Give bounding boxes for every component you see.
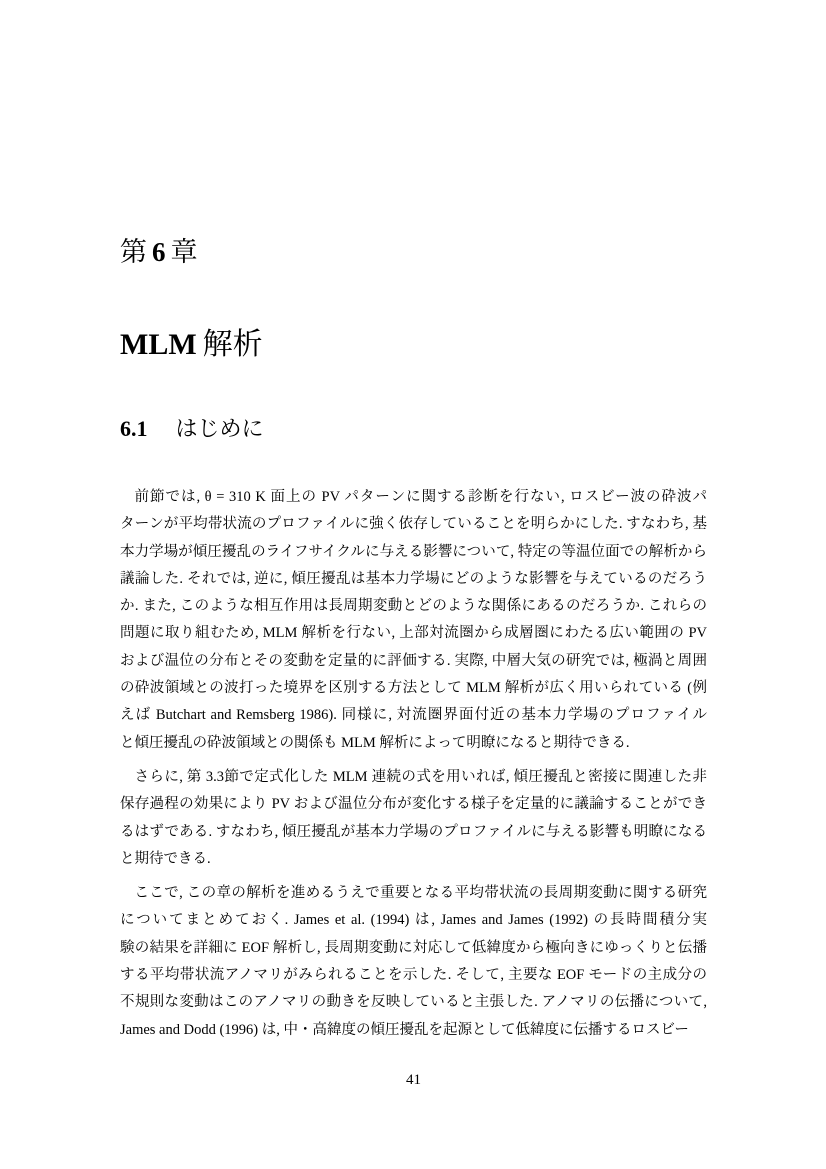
chapter-title: [120, 327, 263, 363]
body-text: [120, 484, 707, 1044]
text-line: 前節では, θ = 310 K 面上の PV パターンに関する診断を行ない, ロスビー波の砕波パ: [134, 489, 707, 505]
text-line: および温位の分布とその変動を定量的に評価する. 実際, 中層大気の研究では, 極渦と周囲: [120, 652, 707, 669]
paragraph: [120, 764, 707, 873]
text-line: する平均帯状流アノマリがみられることを示した. そして, 主要な EOF モードの主成分の: [120, 967, 707, 984]
chapter-heading: [120, 236, 199, 268]
text-line: ターンが平均帯状流のプロファイルに強く依存していることを明らかにした. すなわち, 基: [120, 516, 707, 533]
text-line: るはずである. すなわち, 傾圧擾乱が基本力学場のプロファイルに与える影響も明瞭になる: [120, 823, 707, 840]
section-heading: [120, 415, 264, 443]
chapter-prefix: 第: [120, 237, 148, 267]
section-title: はじめに: [175, 416, 264, 441]
chapter-title-latin: MLM: [120, 328, 197, 361]
text-line: の砕波領域との波打った境界を区別する方法として MLM 解析が広く用いられている (例: [120, 680, 707, 697]
chapter-title-cjk: 解析: [202, 328, 263, 361]
paragraph: [120, 880, 707, 1044]
text-line: 本力学場が傾圧擾乱のライフサイクルに与える影響について, 特定の等温位面での解析から: [120, 543, 707, 560]
paragraph: [120, 484, 707, 757]
chapter-suffix: 章: [170, 237, 199, 267]
section-number: 6.1: [120, 416, 148, 441]
text-line: James and Dodd (1996) は, 中・高緯度の傾圧擾乱を起源として低緯度に伝播するロスビー: [120, 1021, 689, 1038]
text-line: 保存過程の効果により PV および温位分布が変化する様子を定量的に議論することができ: [120, 796, 707, 813]
text-line: についてまとめておく. James et al. (1994) は, James and James (1992) の長時間積分実: [120, 912, 707, 929]
chapter-number: 6: [152, 237, 167, 267]
text-line: さらに, 第 3.3節で定式化した MLM 連続の式を用いれば, 傾圧擾乱と密接に関連した非: [134, 768, 707, 785]
text-line: 議論した. それでは, 逆に, 傾圧擾乱は基本力学場にどのような影響を与えているのだろう: [120, 570, 707, 587]
text-line: 問題に取り組むため, MLM 解析を行ない, 上部対流圏から成層圏にわたる広い範囲の PV: [120, 625, 707, 642]
text-line: 不規則な変動はこのアノマリの動きを反映していると主張した. アノマリの伝播について,: [120, 994, 707, 1011]
text-line: 験の結果を詳細に EOF 解析し, 長周期変動に対応して低緯度から極向きにゆっくりと伝播: [120, 939, 707, 956]
text-line: ここで, この章の解析を進めるうえで重要となる平均帯状流の長周期変動に関する研究: [134, 885, 707, 902]
page-number: 41: [406, 1072, 421, 1088]
text-line: と期待できる.: [120, 850, 211, 867]
text-line: か. また, このような相互作用は長周期変動とどのような関係にあるのだろうか. これらの: [120, 598, 707, 615]
text-line: と傾圧擾乱の砕波領域との関係も MLM 解析によって明瞭になると期待できる.: [120, 734, 630, 751]
text-line: えば Butchart and Remsberg 1986). 同様に, 対流圏界面付近の基本力学場のプロファイル: [120, 707, 707, 724]
